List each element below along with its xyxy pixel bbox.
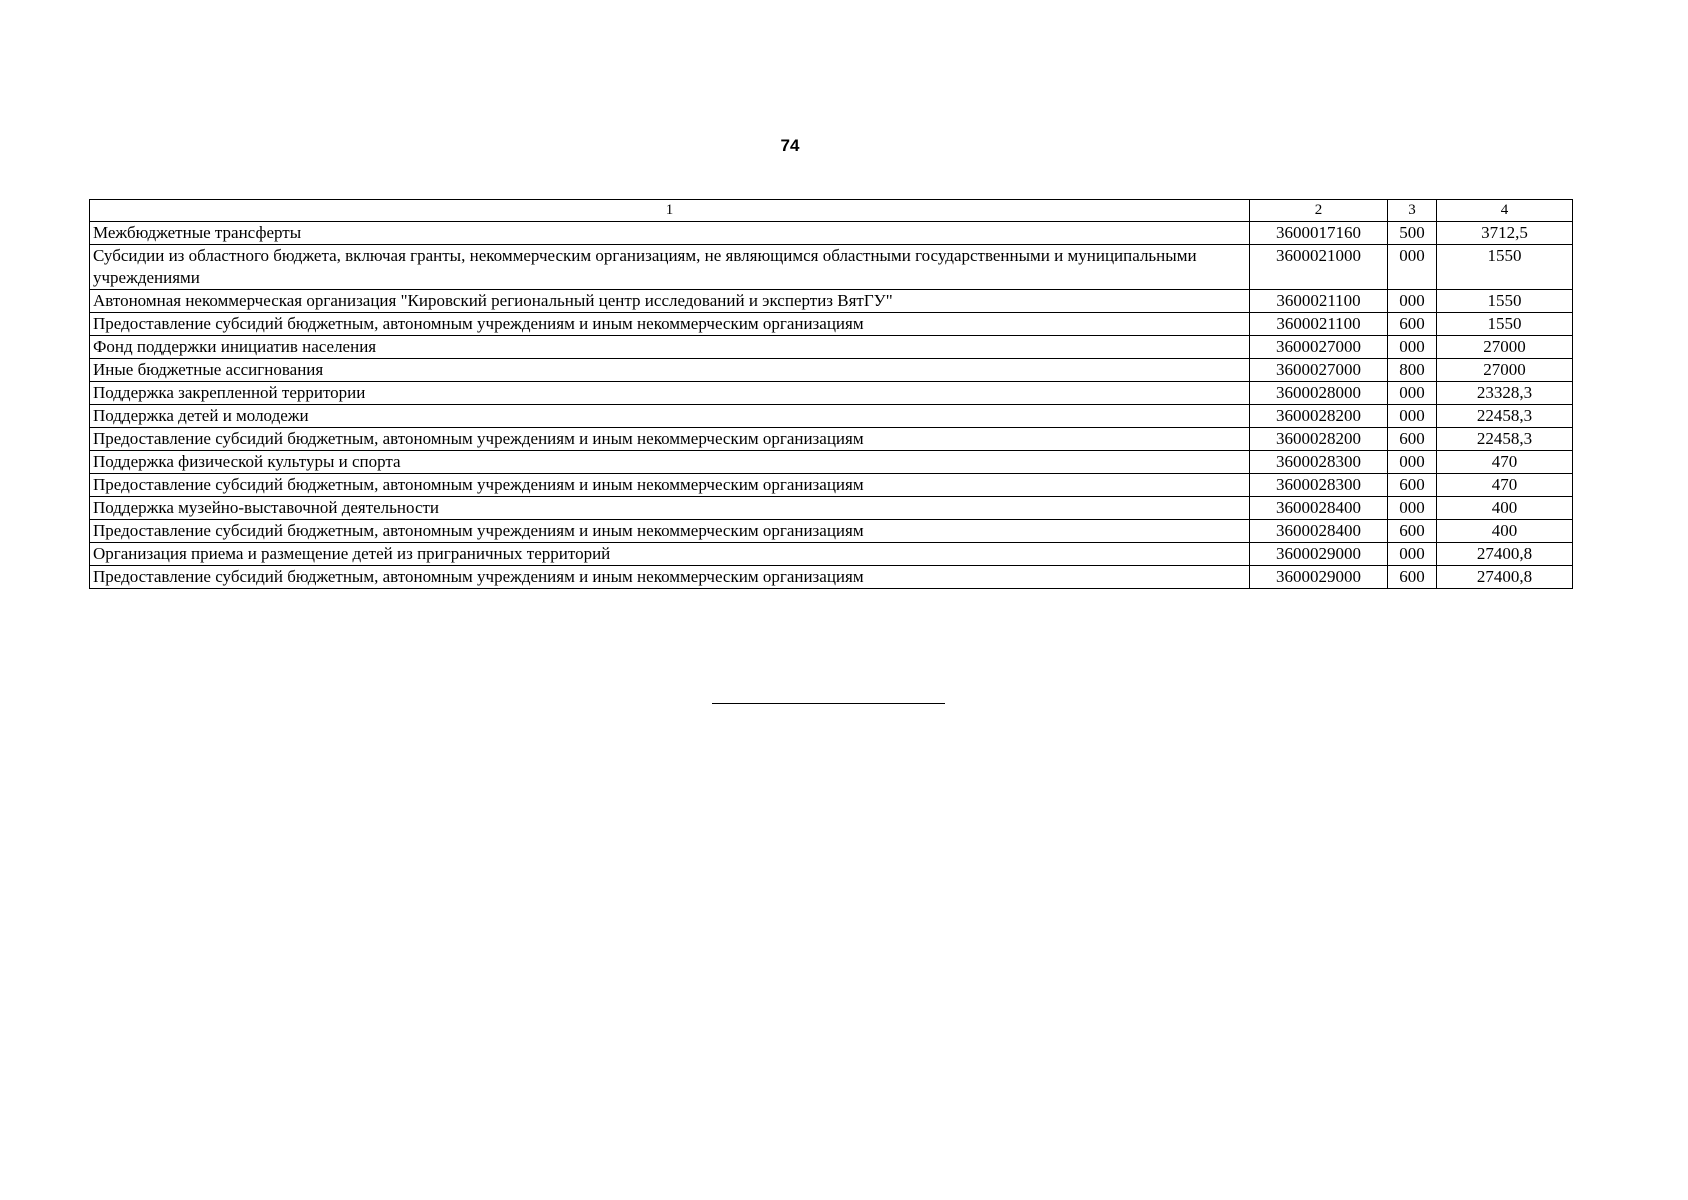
row-amount-cell: 470 xyxy=(1437,451,1573,474)
column-header-1: 1 xyxy=(90,200,1250,222)
row-name-cell: Иные бюджетные ассигнования xyxy=(90,359,1250,382)
table-row xyxy=(90,474,1573,497)
row-name-cell: Фонд поддержки инициатив населения xyxy=(90,336,1250,359)
row-type-cell: 600 xyxy=(1388,520,1437,543)
row-name-cell: Субсидии из областного бюджета, включая гранты, некоммерческим организациям, не являющимся областными государственными и муниципальными учреждениями xyxy=(90,245,1250,290)
table-row xyxy=(90,222,1573,245)
table-row xyxy=(90,497,1573,520)
table-row xyxy=(90,451,1573,474)
row-type-cell: 600 xyxy=(1388,428,1437,451)
column-header-3: 3 xyxy=(1388,200,1437,222)
row-amount-cell: 1550 xyxy=(1437,313,1573,336)
row-code-cell: 3600029000 xyxy=(1250,566,1388,589)
row-type-cell: 000 xyxy=(1388,245,1437,290)
row-amount-cell: 1550 xyxy=(1437,245,1573,290)
column-header-2: 2 xyxy=(1250,200,1388,222)
row-code-cell: 3600027000 xyxy=(1250,359,1388,382)
row-name-cell: Предоставление субсидий бюджетным, автономным учреждениям и иным некоммерческим организациям xyxy=(90,474,1250,497)
row-name-cell: Поддержка физической культуры и спорта xyxy=(90,451,1250,474)
row-amount-cell: 27400,8 xyxy=(1437,566,1573,589)
row-name-cell: Предоставление субсидий бюджетным, автономным учреждениям и иным некоммерческим организациям xyxy=(90,520,1250,543)
table-row xyxy=(90,543,1573,566)
row-name-cell: Поддержка закрепленной территории xyxy=(90,382,1250,405)
table-row xyxy=(90,428,1573,451)
row-code-cell: 3600021100 xyxy=(1250,290,1388,313)
table-header-row xyxy=(90,200,1573,222)
row-amount-cell: 400 xyxy=(1437,520,1573,543)
row-name-cell: Поддержка музейно-выставочной деятельности xyxy=(90,497,1250,520)
row-type-cell: 600 xyxy=(1388,566,1437,589)
row-amount-cell: 22458,3 xyxy=(1437,405,1573,428)
table-row xyxy=(90,382,1573,405)
row-amount-cell: 1550 xyxy=(1437,290,1573,313)
row-code-cell: 3600028300 xyxy=(1250,451,1388,474)
row-type-cell: 800 xyxy=(1388,359,1437,382)
page-number: 74 xyxy=(780,136,800,155)
table-body xyxy=(90,200,1573,589)
row-code-cell: 3600028300 xyxy=(1250,474,1388,497)
row-type-cell: 000 xyxy=(1388,405,1437,428)
row-code-cell: 3600027000 xyxy=(1250,336,1388,359)
row-amount-cell: 27400,8 xyxy=(1437,543,1573,566)
footer-separator-line xyxy=(712,703,945,704)
row-name-cell: Автономная некоммерческая организация "Кировский региональный центр исследований и экспертиз ВятГУ" xyxy=(90,290,1250,313)
table-row xyxy=(90,405,1573,428)
row-code-cell: 3600028200 xyxy=(1250,428,1388,451)
row-type-cell: 000 xyxy=(1388,543,1437,566)
row-code-cell: 3600029000 xyxy=(1250,543,1388,566)
table-row xyxy=(90,566,1573,589)
row-amount-cell: 27000 xyxy=(1437,359,1573,382)
table-row xyxy=(90,520,1573,543)
row-name-cell: Межбюджетные трансферты xyxy=(90,222,1250,245)
row-type-cell: 000 xyxy=(1388,336,1437,359)
row-name-cell: Предоставление субсидий бюджетным, автономным учреждениям и иным некоммерческим организациям xyxy=(90,313,1250,336)
row-name-cell: Предоставление субсидий бюджетным, автономным учреждениям и иным некоммерческим организациям xyxy=(90,428,1250,451)
row-code-cell: 3600021100 xyxy=(1250,313,1388,336)
row-type-cell: 600 xyxy=(1388,313,1437,336)
row-code-cell: 3600028400 xyxy=(1250,497,1388,520)
row-name-cell: Организация приема и размещение детей из приграничных территорий xyxy=(90,543,1250,566)
table-row xyxy=(90,336,1573,359)
table-row xyxy=(90,313,1573,336)
row-type-cell: 000 xyxy=(1388,497,1437,520)
row-amount-cell: 22458,3 xyxy=(1437,428,1573,451)
budget-table xyxy=(89,199,1573,589)
row-amount-cell: 470 xyxy=(1437,474,1573,497)
row-code-cell: 3600017160 xyxy=(1250,222,1388,245)
table-row xyxy=(90,359,1573,382)
row-code-cell: 3600028400 xyxy=(1250,520,1388,543)
row-name-cell: Поддержка детей и молодежи xyxy=(90,405,1250,428)
column-header-4: 4 xyxy=(1437,200,1573,222)
row-name-cell: Предоставление субсидий бюджетным, автономным учреждениям и иным некоммерческим организациям xyxy=(90,566,1250,589)
row-code-cell: 3600021000 xyxy=(1250,245,1388,290)
row-amount-cell: 400 xyxy=(1437,497,1573,520)
table-row xyxy=(90,245,1573,290)
row-amount-cell: 23328,3 xyxy=(1437,382,1573,405)
row-code-cell: 3600028000 xyxy=(1250,382,1388,405)
row-amount-cell: 3712,5 xyxy=(1437,222,1573,245)
row-type-cell: 000 xyxy=(1388,290,1437,313)
table-row xyxy=(90,290,1573,313)
row-amount-cell: 27000 xyxy=(1437,336,1573,359)
row-type-cell: 000 xyxy=(1388,382,1437,405)
row-type-cell: 000 xyxy=(1388,451,1437,474)
row-type-cell: 600 xyxy=(1388,474,1437,497)
row-code-cell: 3600028200 xyxy=(1250,405,1388,428)
row-type-cell: 500 xyxy=(1388,222,1437,245)
